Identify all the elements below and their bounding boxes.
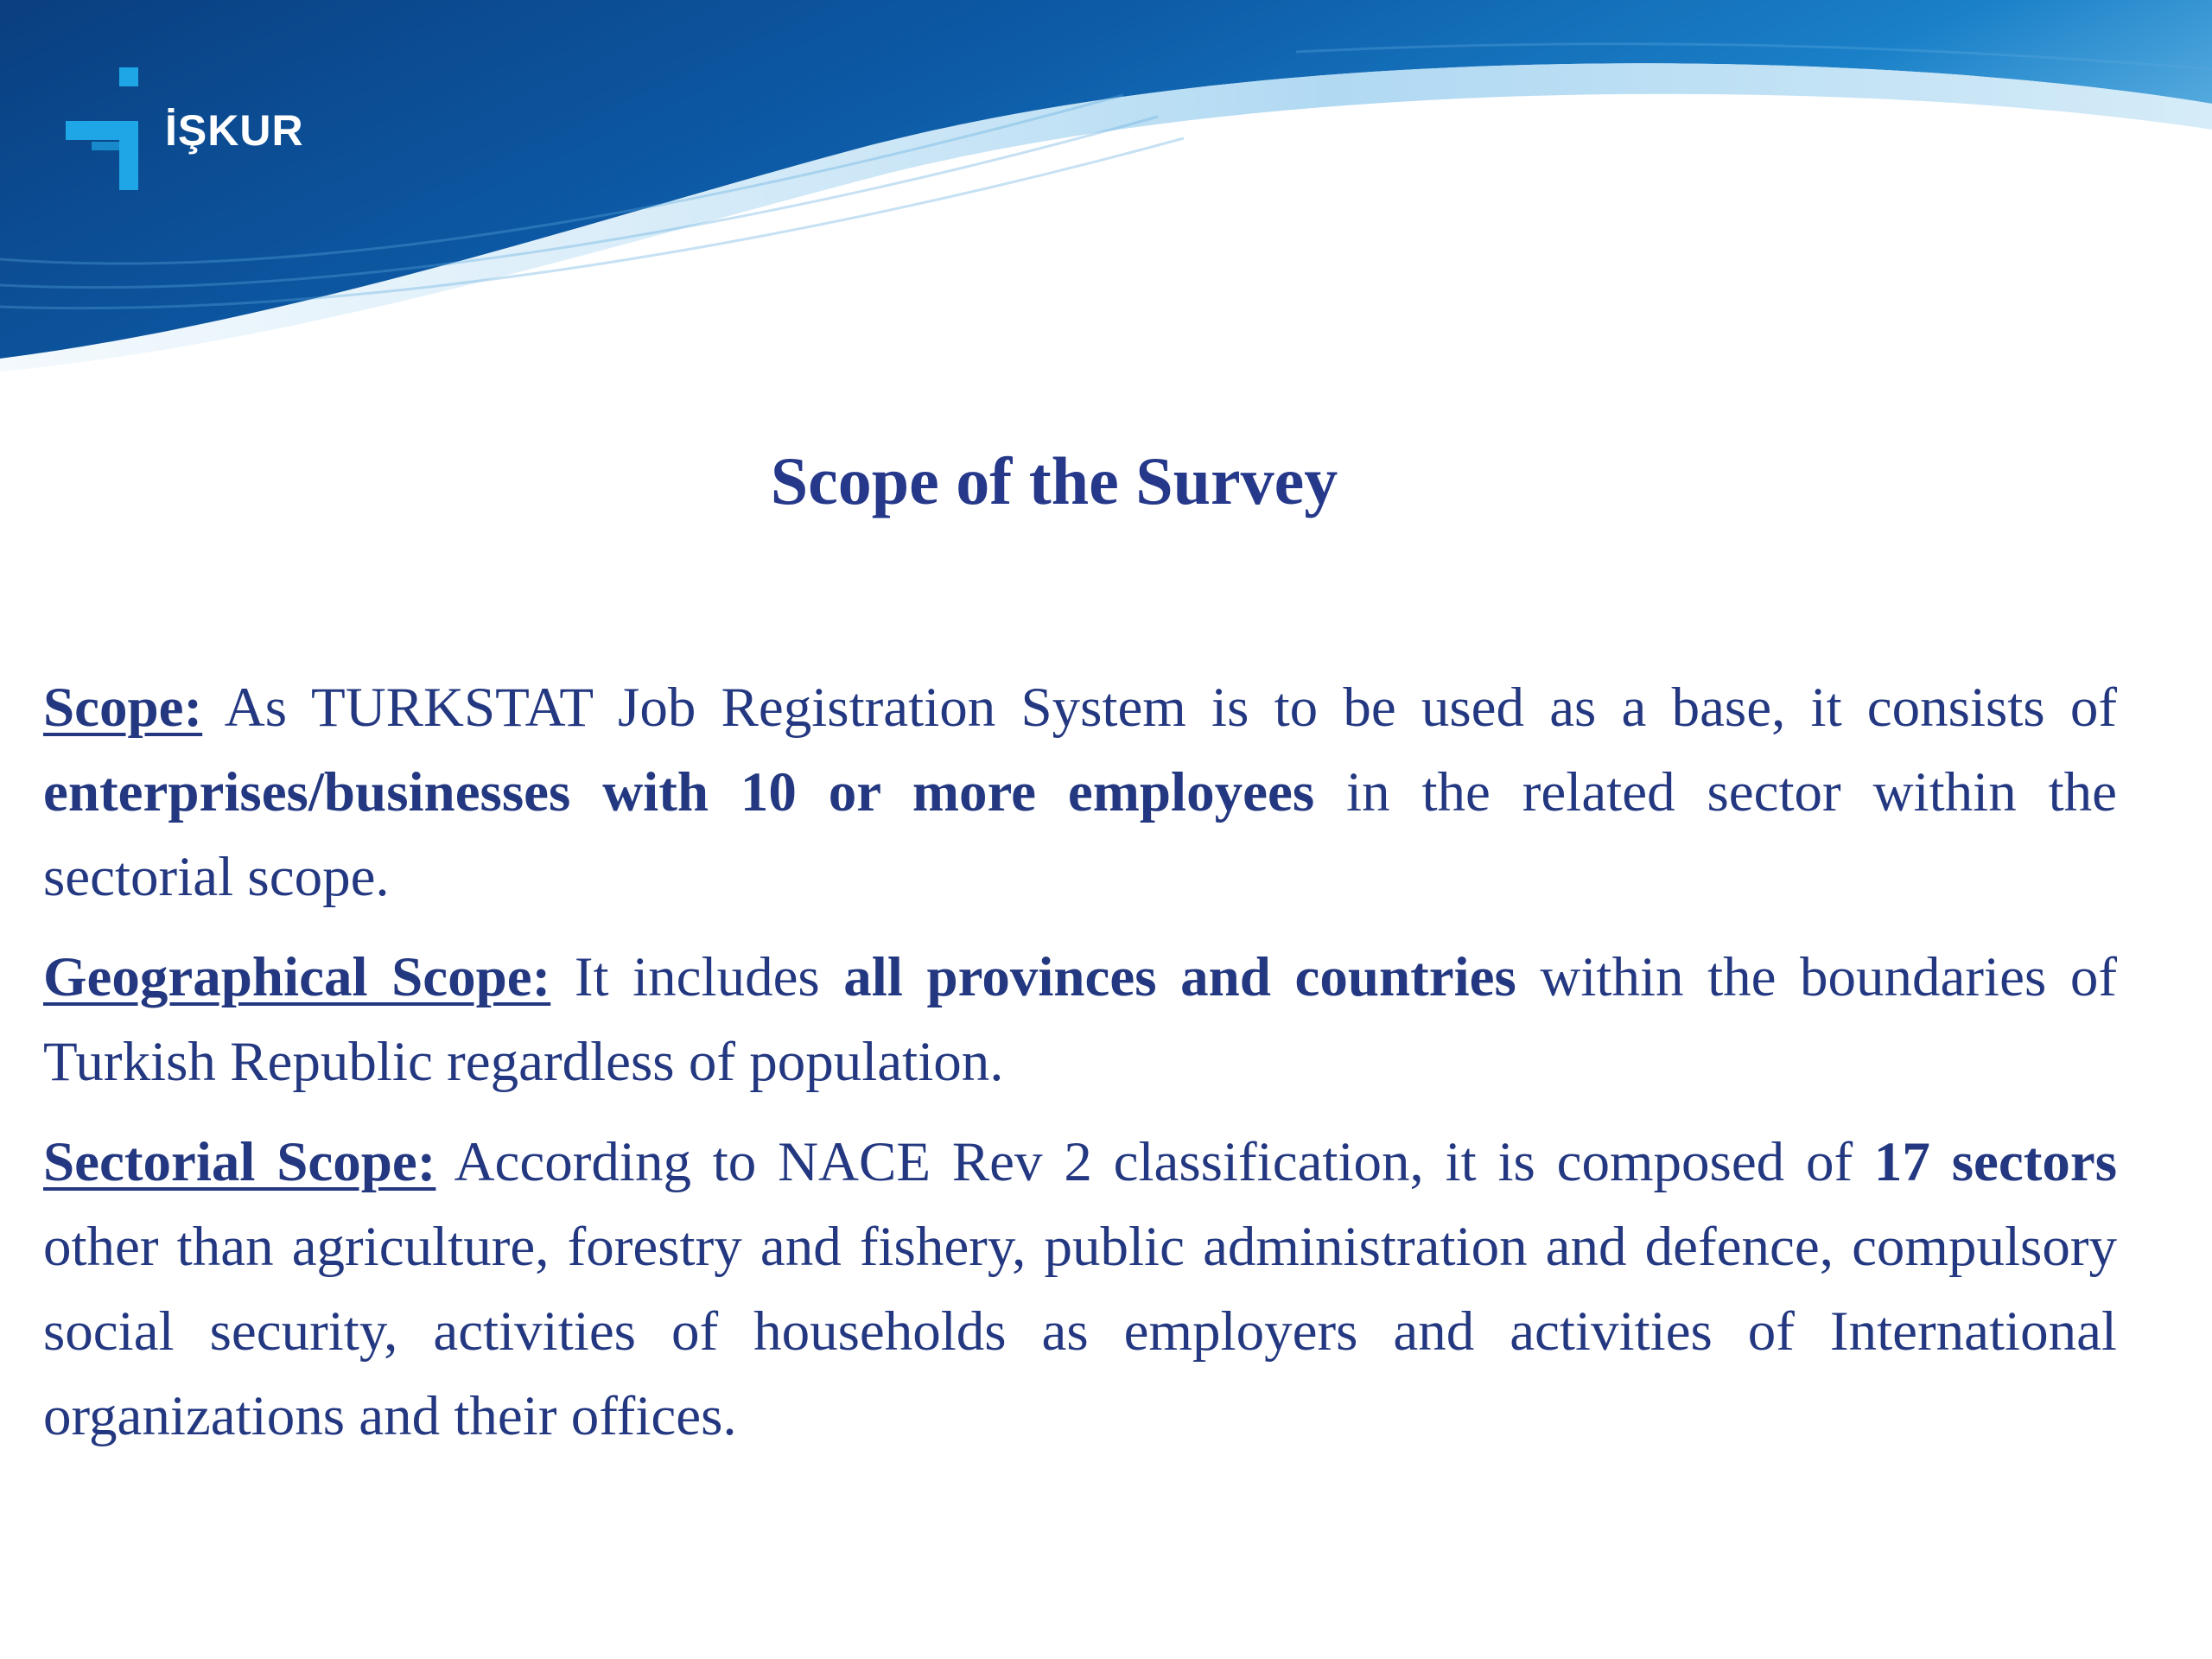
scope-paragraph bbox=[43, 665, 2117, 919]
scope-bold-text: enterprises/businesses with 10 or more employees bbox=[43, 761, 1315, 823]
geographical-scope-bold-text: all provinces and countries bbox=[843, 946, 1516, 1008]
header-banner bbox=[0, 0, 2212, 380]
sectorial-scope-paragraph bbox=[43, 1120, 2117, 1459]
sectorial-scope-text-part2: other than agriculture, forestry and fishery, public administration and defence, compulsory social security, activities of households as employers and activities of International organizations and their offices. bbox=[43, 1216, 2117, 1447]
geographical-scope-paragraph bbox=[43, 935, 2117, 1104]
geographical-scope-label: Geographical Scope: bbox=[43, 946, 551, 1008]
geographical-scope-text-part1: It includes bbox=[550, 946, 844, 1008]
page-title: Scope of the Survey bbox=[770, 443, 1338, 518]
scope-text-part2: in the related sector within the sectorial scope. bbox=[43, 761, 2118, 908]
iskur-logo bbox=[66, 67, 359, 197]
logo-text: İŞKUR bbox=[165, 106, 304, 155]
scope-label: Scope: bbox=[43, 677, 203, 739]
sectorial-scope-text-part1: According to NACE Rev 2 classification, it is composed of bbox=[435, 1131, 1874, 1193]
iskur-logo-mark-icon bbox=[66, 67, 152, 197]
sectorial-scope-bold-text: 17 sectors bbox=[1873, 1131, 2117, 1193]
scope-text-part1: As TURKSTAT Job Registration System is to be used as a base, it consists of bbox=[202, 677, 2117, 739]
geographical-scope-text-part2: within the boundaries of Turkish Republic regardless of population. bbox=[43, 946, 2117, 1093]
slide-body bbox=[43, 665, 2117, 1474]
sectorial-scope-label: Sectorial Scope: bbox=[43, 1131, 436, 1193]
